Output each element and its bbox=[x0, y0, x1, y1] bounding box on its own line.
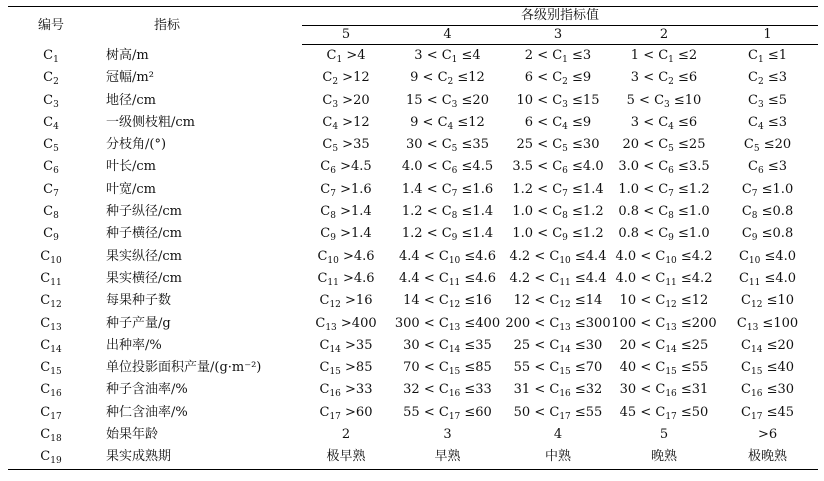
level-value-cell: 极晚熟 bbox=[717, 446, 818, 469]
level-value-cell: $3 < C_4 \le 6$ bbox=[630, 114, 698, 132]
level-value-cell: $0.8 < C_8 \le 1.0$ bbox=[618, 204, 710, 222]
level-value-cell: $C_{15} >85$ bbox=[319, 360, 373, 378]
level-value-cell: $C_{16} \le 30$ bbox=[741, 382, 795, 400]
header-row-1 bbox=[8, 7, 818, 26]
table-row bbox=[8, 223, 818, 245]
level-value-cell: $C_{14} >35$ bbox=[319, 337, 373, 355]
row-indicator: 出种率/% bbox=[106, 337, 162, 353]
level-value-cell: $C_1 \le 1$ bbox=[748, 48, 788, 65]
level-value-cell: 3 bbox=[443, 427, 452, 443]
row-code: $C_7$ bbox=[43, 181, 59, 199]
code-column-header: 编号 bbox=[8, 7, 94, 45]
level-value-cell: $C_5 \le 20$ bbox=[743, 137, 792, 155]
level-value-cell: $C_2 >12$ bbox=[322, 70, 370, 88]
table-row bbox=[8, 268, 818, 290]
row-code: $C_9$ bbox=[43, 226, 59, 244]
level-value-cell: >6 bbox=[757, 427, 778, 443]
row-code: $C_{19}$ bbox=[8, 446, 94, 469]
level-value-cell: 2 bbox=[341, 427, 351, 443]
level-value-cell: $C_4 \le 3$ bbox=[748, 114, 788, 132]
level-value-cell: $C_{10} \le 4.0$ bbox=[738, 248, 797, 266]
level-value-cell: 晚熟 bbox=[611, 446, 717, 469]
level-value-cell: 早熟 bbox=[390, 446, 505, 469]
row-code: $C_{17}$ bbox=[40, 404, 62, 422]
row-code: $C_{12}$ bbox=[40, 293, 62, 311]
level-value-cell: $C_{17} \le 45$ bbox=[741, 404, 795, 422]
row-code: $C_1$ bbox=[43, 47, 59, 65]
row-code: $C_{15}$ bbox=[40, 360, 62, 378]
table-row bbox=[8, 201, 818, 223]
table-row bbox=[8, 45, 818, 68]
level-value-cell: $6 < C_2 \le 9$ bbox=[524, 70, 592, 88]
level-value-cell: $12 < C_{12} \le 14$ bbox=[513, 293, 603, 311]
row-indicator: 叶长/cm bbox=[106, 159, 156, 175]
row-code: $C_{16}$ bbox=[40, 382, 62, 400]
level-value-cell: $4.2 < C_{10} \le 4.4$ bbox=[509, 248, 607, 266]
level-value-cell: $2 < C_1 \le 3$ bbox=[524, 48, 592, 65]
level-value-cell: $C_6 \le 3$ bbox=[748, 159, 788, 177]
level-value-cell: $1.0 < C_7 \le 1.2$ bbox=[618, 181, 710, 199]
level-value-cell: $C_{15} \le 40$ bbox=[741, 360, 795, 378]
level-value-cell: $C_8 \le 0.8$ bbox=[741, 204, 794, 222]
level-value-cell: $40 < C_{15} \le 55$ bbox=[619, 360, 709, 378]
table-row bbox=[8, 246, 818, 268]
level-value-cell: $C_{17} >60$ bbox=[319, 404, 373, 422]
level-value-cell: $25 < C_{14} \le 30$ bbox=[513, 337, 603, 355]
level-value-cell: $C_7 >1.6$ bbox=[320, 181, 372, 199]
table-row bbox=[8, 179, 818, 201]
row-code: $C_{11}$ bbox=[40, 270, 62, 288]
level-value-cell: $55 < C_{17} \le 60$ bbox=[403, 404, 492, 422]
row-code: $C_4$ bbox=[43, 114, 59, 132]
level-value-cell: $C_4 >12$ bbox=[322, 114, 370, 132]
level-value-cell: $C_9 >1.4$ bbox=[320, 226, 372, 244]
level-value-cell: $C_1 >4$ bbox=[326, 48, 366, 65]
level-value-cell: $4.4 < C_{10} \le 4.6$ bbox=[399, 248, 496, 266]
level-value-cell: $45 < C_{17} \le 50$ bbox=[619, 404, 709, 422]
level-value-cell: $C_{14} \le 20$ bbox=[741, 337, 795, 355]
row-indicator: 始果年龄 bbox=[106, 427, 159, 443]
level-value-cell: $C_{11} \le 4.0$ bbox=[738, 270, 797, 288]
row-indicator: 果实成熟期 bbox=[94, 446, 302, 469]
level-value-cell: $C_7 \le 1.0$ bbox=[741, 181, 794, 199]
level-value-cell: $9 < C_2 \le 12$ bbox=[410, 70, 485, 88]
level-value-cell: $10 < C_3 \le 15$ bbox=[516, 92, 600, 110]
level-header: 1 bbox=[717, 26, 818, 45]
row-indicator: 种子横径/cm bbox=[106, 226, 182, 242]
level-value-cell: $4.4 < C_{11} \le 4.6$ bbox=[399, 270, 496, 288]
level-value-cell: $C_{13} >400$ bbox=[315, 315, 377, 333]
level-value-cell: $4.0 < C_6 \le 4.5$ bbox=[401, 159, 494, 177]
row-indicator: 种仁含油率/% bbox=[106, 404, 188, 420]
level-value-cell: $C_{11} >4.6$ bbox=[317, 270, 375, 288]
row-code: $C_{13}$ bbox=[40, 315, 62, 333]
level-value-cell: 中熟 bbox=[505, 446, 611, 469]
table-row bbox=[8, 156, 818, 178]
level-value-cell: $9 < C_4 \le 12$ bbox=[410, 114, 485, 132]
level-value-cell: $55 < C_{15} \le 70$ bbox=[513, 360, 603, 378]
level-value-cell: $6 < C_4 \le 9$ bbox=[524, 114, 592, 132]
level-value-cell: $15 < C_3 \le 20$ bbox=[406, 92, 489, 110]
level-value-cell: $50 < C_{17} \le 55$ bbox=[513, 404, 603, 422]
row-indicator: 果实纵径/cm bbox=[106, 248, 182, 264]
row-indicator: 地径/cm bbox=[106, 92, 156, 108]
level-header: 3 bbox=[505, 26, 611, 45]
level-value-cell: $5 < C_3 \le 10$ bbox=[626, 92, 702, 110]
table-row bbox=[8, 290, 818, 312]
row-indicator: 一级侧枝粗/cm bbox=[106, 114, 195, 130]
level-value-cell: $C_{12} >16$ bbox=[319, 293, 373, 311]
level-value-cell: $1.0 < C_8 \le 1.2$ bbox=[512, 204, 604, 222]
table-row bbox=[8, 67, 818, 89]
level-value-cell: $1 < C_1 \le 2$ bbox=[630, 48, 698, 65]
level-value-cell: $C_5 >35$ bbox=[322, 137, 370, 155]
table-row bbox=[8, 424, 818, 446]
indicator-column-header: 指标 bbox=[94, 7, 302, 45]
table-row bbox=[8, 90, 818, 112]
table-row bbox=[8, 379, 818, 401]
level-value-cell: $70 < C_{15} \le 85$ bbox=[403, 360, 492, 378]
table-row bbox=[8, 335, 818, 357]
level-value-cell: $32 < C_{16} \le 33$ bbox=[403, 382, 492, 400]
level-value-cell: $C_{10} >4.6$ bbox=[317, 248, 375, 266]
level-value-cell: $14 < C_{12} \le 16$ bbox=[403, 293, 492, 311]
level-value-cell: $30 < C_5 \le 35$ bbox=[406, 137, 489, 155]
level-value-cell: $1.2 < C_8 \le 1.4$ bbox=[401, 204, 494, 222]
row-indicator: 果实横径/cm bbox=[106, 270, 182, 286]
row-code: $C_{10}$ bbox=[40, 248, 62, 266]
level-value-cell: $30 < C_{16} \le 31$ bbox=[619, 382, 709, 400]
level-value-cell: $1.0 < C_9 \le 1.2$ bbox=[512, 226, 604, 244]
row-indicator: 种子含油率/% bbox=[106, 382, 188, 398]
level-header: 5 bbox=[302, 26, 390, 45]
level-value-cell: $C_8 >1.4$ bbox=[320, 204, 372, 222]
level-value-cell: 4 bbox=[553, 427, 563, 443]
level-header: 4 bbox=[390, 26, 505, 45]
level-value-cell: $4.2 < C_{11} \le 4.4$ bbox=[509, 270, 607, 288]
row-indicator: 树高/m bbox=[106, 47, 149, 63]
row-indicator: 单位投影面积产量/(g·m⁻²) bbox=[106, 360, 262, 376]
level-value-cell: $C_3 >20$ bbox=[322, 92, 370, 110]
level-value-cell: $C_{13} \le 100$ bbox=[736, 315, 799, 333]
indicator-grading-table bbox=[8, 6, 818, 470]
level-value-cell: $10 < C_{12} \le 12$ bbox=[619, 293, 709, 311]
table-row bbox=[8, 134, 818, 156]
level-value-cell: $C_6 >4.5$ bbox=[320, 159, 372, 177]
row-code: $C_{14}$ bbox=[40, 337, 62, 355]
level-value-cell: $3.5 < C_6 \le 4.0$ bbox=[512, 159, 604, 177]
row-indicator: 种子产量/g bbox=[106, 315, 171, 331]
row-indicator: 冠幅/m² bbox=[106, 70, 154, 86]
row-code: $C_5$ bbox=[43, 137, 59, 155]
level-value-cell: $20 < C_5 \le 25$ bbox=[622, 137, 706, 155]
table-row bbox=[8, 402, 818, 424]
row-code: $C_3$ bbox=[43, 92, 59, 110]
level-value-cell: $C_{16} >33$ bbox=[319, 382, 373, 400]
level-value-cell: $C_9 \le 0.8$ bbox=[741, 226, 794, 244]
table-row bbox=[8, 313, 818, 335]
level-value-cell: $100 < C_{13} \le 200$ bbox=[611, 315, 717, 333]
level-value-cell: $0.8 < C_9 \le 1.0$ bbox=[618, 226, 710, 244]
level-value-cell: $31 < C_{16} \le 32$ bbox=[513, 382, 603, 400]
level-value-cell: $3 < C_1 \le 4$ bbox=[414, 48, 481, 65]
level-value-cell: $20 < C_{14} \le 25$ bbox=[619, 337, 709, 355]
level-value-cell: $300 < C_{13} \le 400$ bbox=[394, 315, 501, 333]
row-indicator: 叶宽/cm bbox=[106, 181, 156, 197]
row-code: $C_8$ bbox=[43, 204, 59, 222]
level-value-cell: $C_3 \le 5$ bbox=[748, 92, 788, 110]
table-row bbox=[8, 446, 818, 469]
level-value-cell: $4.0 < C_{11} \le 4.2$ bbox=[615, 270, 713, 288]
row-code: $C_6$ bbox=[43, 159, 59, 177]
row-indicator: 分枝角/(°) bbox=[106, 137, 167, 153]
level-value-cell: $C_{12} \le 10$ bbox=[741, 293, 795, 311]
level-value-cell: $4.0 < C_{10} \le 4.2$ bbox=[615, 248, 713, 266]
row-code: $C_2$ bbox=[43, 70, 59, 88]
table-row bbox=[8, 357, 818, 379]
level-value-cell: $C_2 \le 3$ bbox=[748, 70, 788, 88]
row-indicator: 种子纵径/cm bbox=[106, 204, 182, 220]
row-code: $C_{18}$ bbox=[40, 427, 62, 445]
level-value-cell: 5 bbox=[659, 427, 669, 443]
level-value-cell: $3 < C_2 \le 6$ bbox=[630, 70, 698, 88]
level-value-cell: $200 < C_{13} \le 300$ bbox=[505, 315, 611, 333]
level-value-cell: $25 < C_5 \le 30$ bbox=[516, 137, 600, 155]
table-row bbox=[8, 112, 818, 134]
level-value-cell: $3.0 < C_6 \le 3.5$ bbox=[618, 159, 710, 177]
table-body bbox=[8, 45, 818, 470]
level-value-cell: $1.4 < C_7 \le 1.6$ bbox=[401, 181, 494, 199]
level-value-cell: $1.2 < C_9 \le 1.4$ bbox=[401, 226, 494, 244]
level-value-cell: $30 < C_{14} \le 35$ bbox=[403, 337, 492, 355]
row-indicator: 每果种子数 bbox=[106, 293, 172, 309]
level-group-header: 各级别指标值 bbox=[302, 7, 818, 26]
level-value-cell: $1.2 < C_7 \le 1.4$ bbox=[512, 181, 604, 199]
level-header: 2 bbox=[611, 26, 717, 45]
level-value-cell: 极早熟 bbox=[302, 446, 390, 469]
